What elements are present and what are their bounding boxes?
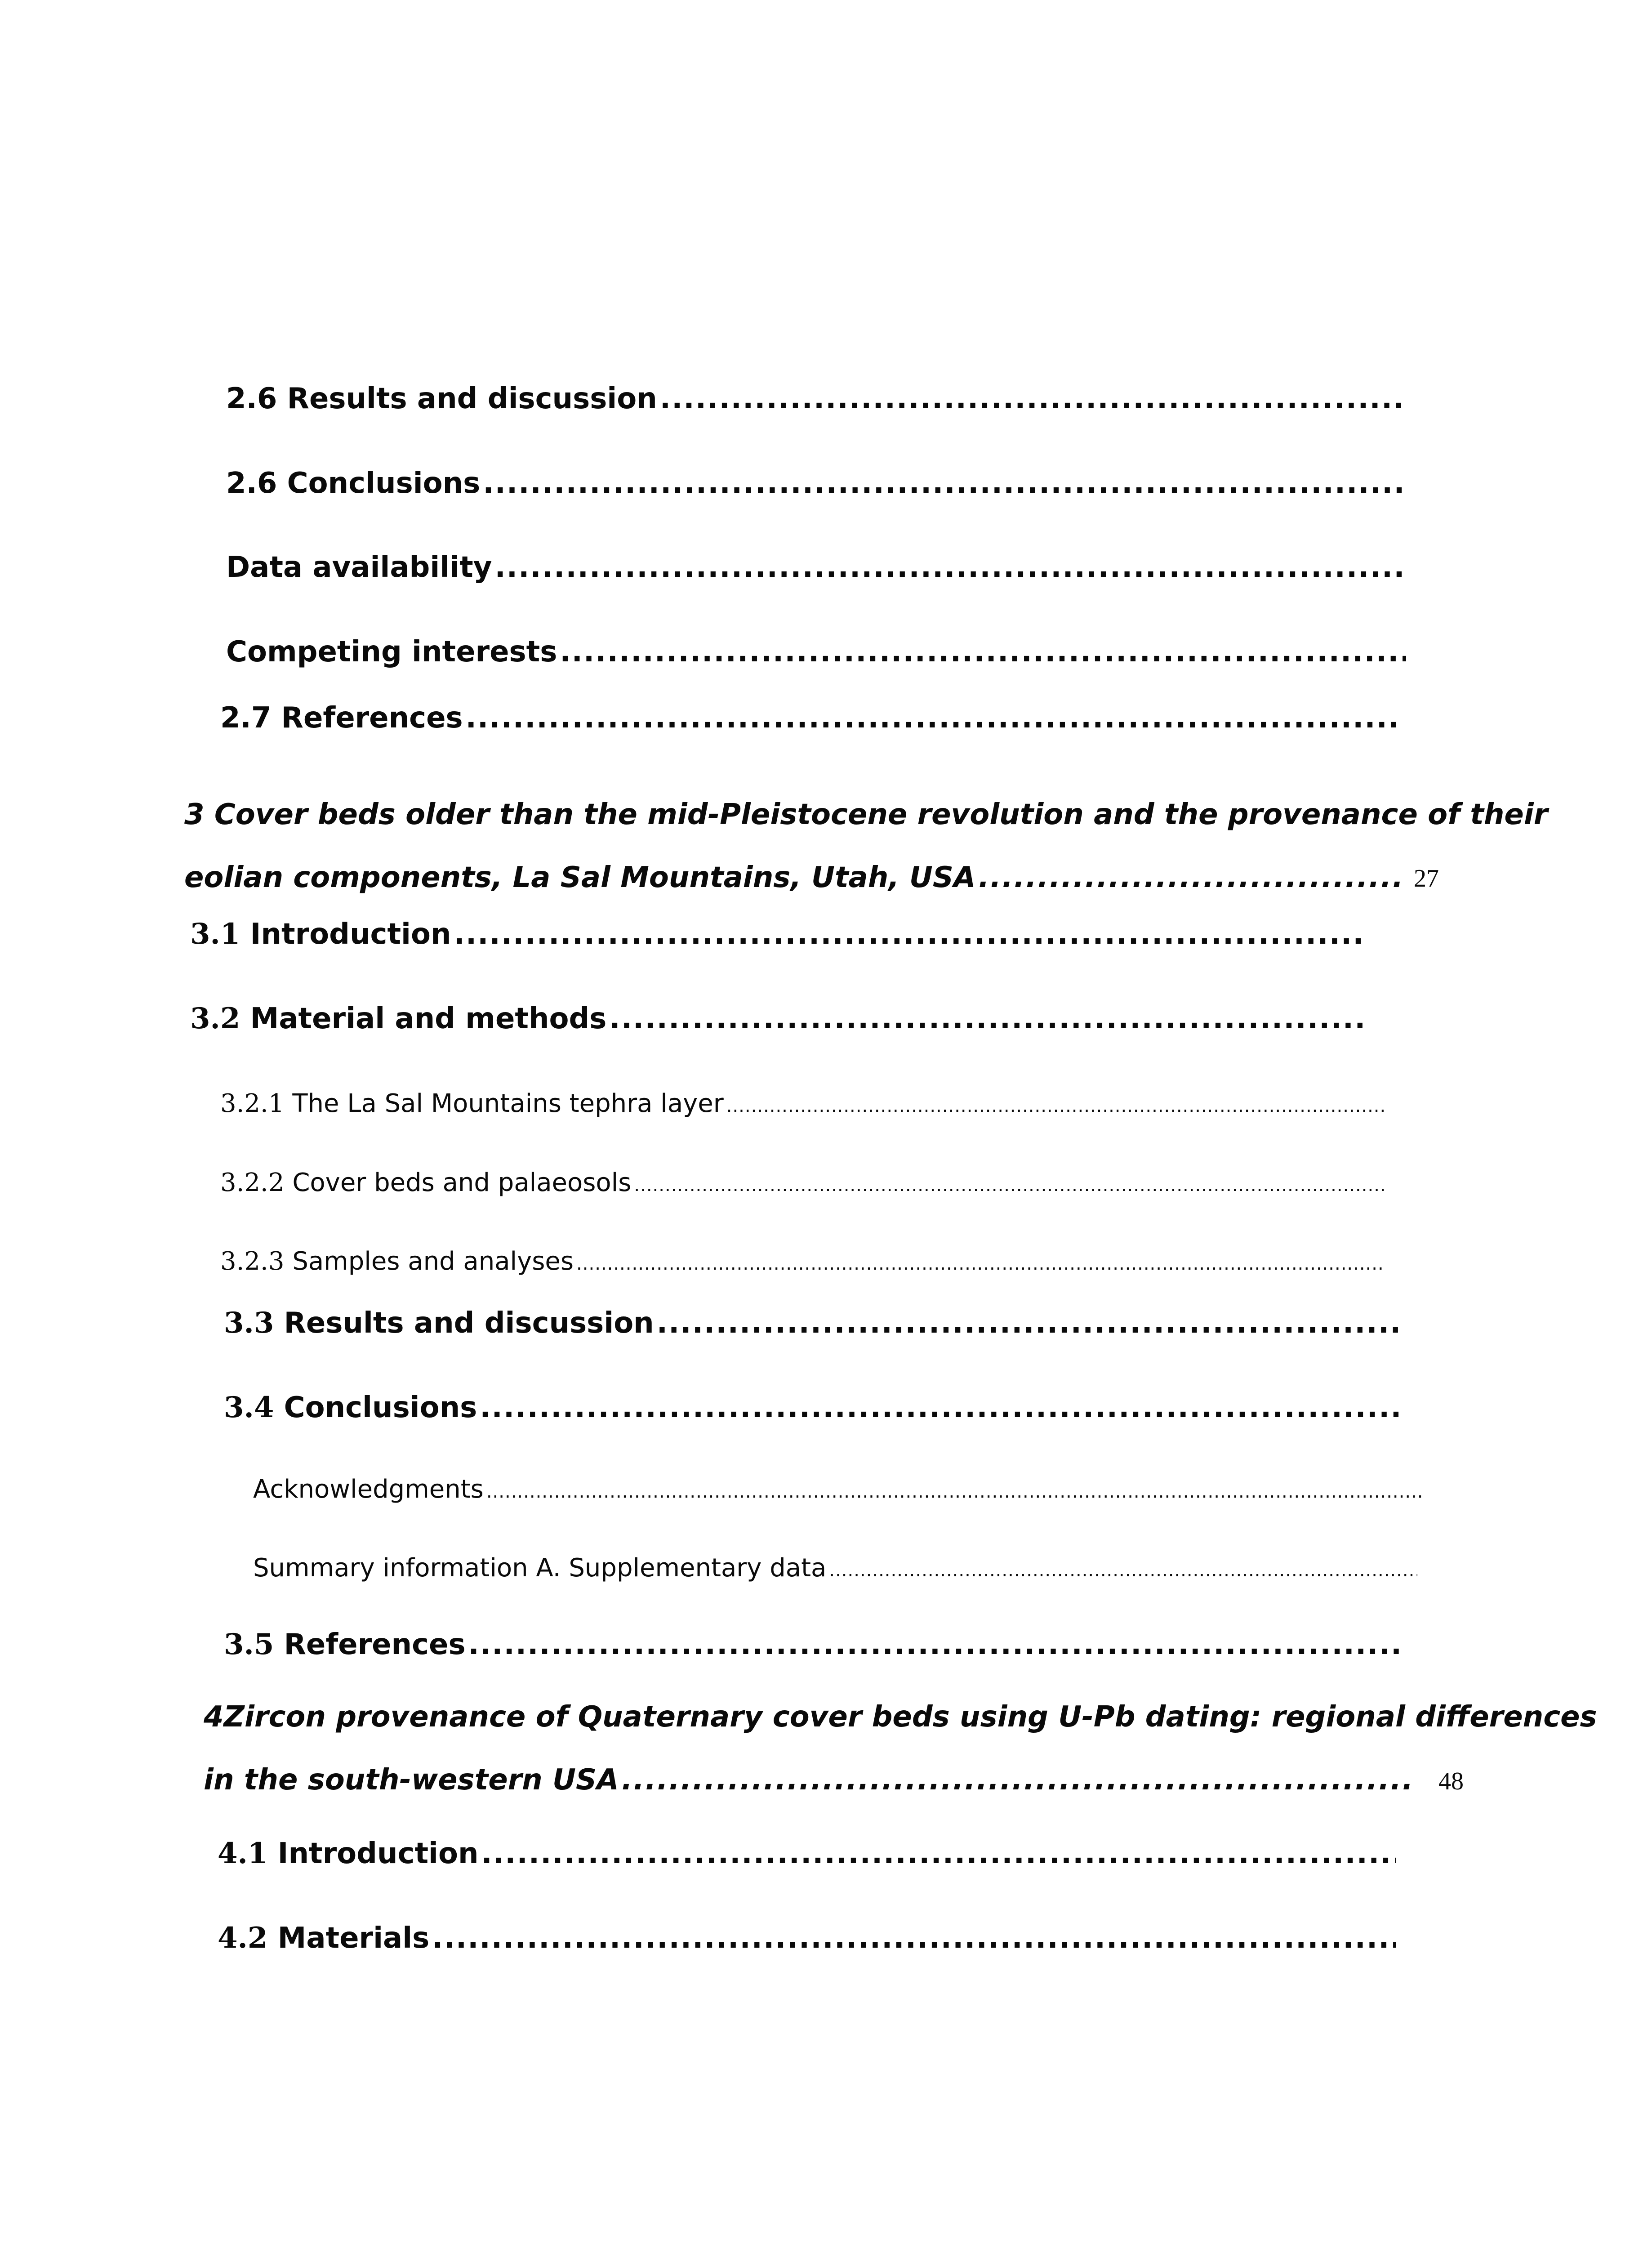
dot-leader bbox=[660, 382, 1406, 415]
toc-entry-acknowledgments[interactable] bbox=[253, 1475, 1422, 1504]
dot-leader bbox=[622, 1763, 1413, 1797]
toc-entry-label bbox=[224, 1306, 654, 1340]
dot-leader bbox=[634, 1175, 1385, 1195]
dot-leader bbox=[494, 551, 1406, 584]
section-number: 3.3 bbox=[224, 1306, 274, 1340]
toc-entry-label: 2.6 Results and discussion bbox=[226, 382, 657, 415]
section-number: 3.2 bbox=[190, 1002, 240, 1035]
section-title: Cover beds and palaeosols bbox=[292, 1168, 632, 1197]
section-title: Results and discussion bbox=[284, 1307, 654, 1340]
section-number: 3.2.1 bbox=[220, 1089, 285, 1118]
toc-entry-2-7-references[interactable] bbox=[220, 701, 1403, 735]
chapter-title: Zircon provenance of Quaternary cover beds using U-Pb dating: regional differences bbox=[223, 1700, 1597, 1734]
section-number: 3.1 bbox=[190, 917, 240, 951]
chapter-3-title-line1[interactable]: 3 Cover beds older than the mid-Pleistocene revolution and the provenance of their bbox=[184, 798, 1548, 831]
toc-entry-label: Competing interests bbox=[226, 635, 557, 669]
dot-leader bbox=[486, 1481, 1422, 1502]
toc-entry-label: Summary information A. Supplementary data bbox=[253, 1553, 827, 1583]
section-title: Introduction bbox=[250, 918, 451, 951]
chapter-number: 4 bbox=[204, 1700, 224, 1734]
dot-leader bbox=[609, 1002, 1367, 1035]
toc-entry-label: Data availability bbox=[226, 551, 492, 584]
section-number: 4.1 bbox=[218, 1837, 268, 1870]
toc-entry-4-2-materials[interactable] bbox=[218, 1921, 1396, 1955]
dot-leader bbox=[829, 1560, 1417, 1581]
toc-entry-label bbox=[220, 1247, 574, 1276]
chapter-4-title-line2[interactable] bbox=[204, 1763, 1413, 1797]
toc-entry-3-4-conclusions[interactable] bbox=[224, 1391, 1400, 1424]
dot-leader bbox=[657, 1307, 1400, 1340]
section-title: Conclusions bbox=[284, 1391, 477, 1424]
chapter-3-title-line2[interactable] bbox=[184, 861, 1405, 894]
section-title: Material and methods bbox=[250, 1002, 607, 1035]
toc-entry-3-2-material-methods[interactable] bbox=[190, 1002, 1367, 1035]
toc-entry-2-6-conclusions[interactable] bbox=[226, 467, 1406, 500]
toc-entry-label: eolian components, La Sal Mountains, Utah, USA bbox=[184, 861, 976, 894]
section-number: 4.2 bbox=[218, 1921, 268, 1955]
toc-entry-2-6-results[interactable] bbox=[226, 382, 1406, 415]
dot-leader bbox=[454, 918, 1367, 951]
page-number: 27 bbox=[1414, 865, 1439, 892]
dot-leader bbox=[560, 635, 1406, 669]
toc-entry-label: Acknowledgments bbox=[253, 1475, 484, 1504]
chapter-4-title-line1[interactable] bbox=[204, 1700, 1597, 1734]
dot-leader bbox=[483, 467, 1406, 500]
dot-leader bbox=[481, 1837, 1397, 1870]
toc-entry-3-2-1-tephra[interactable] bbox=[220, 1089, 1385, 1118]
section-number: 3.4 bbox=[224, 1391, 274, 1424]
toc-entry-label: 2.7 References bbox=[220, 701, 463, 735]
section-title: Introduction bbox=[277, 1837, 479, 1870]
toc-entry-label bbox=[220, 1089, 724, 1118]
section-number: 3.2.2 bbox=[220, 1168, 285, 1197]
toc-entry-3-2-3-samples[interactable] bbox=[220, 1247, 1385, 1276]
dot-leader bbox=[576, 1253, 1385, 1274]
dot-leader bbox=[978, 861, 1405, 894]
page-number: 48 bbox=[1438, 1767, 1464, 1795]
section-number: 3.5 bbox=[224, 1628, 274, 1661]
section-title: References bbox=[284, 1628, 466, 1661]
toc-entry-label bbox=[218, 1837, 479, 1870]
toc-entry-4-1-introduction[interactable] bbox=[218, 1837, 1396, 1870]
section-title: Materials bbox=[277, 1922, 430, 1955]
dot-leader bbox=[466, 701, 1403, 735]
toc-entry-3-3-results[interactable] bbox=[224, 1306, 1400, 1340]
dot-leader bbox=[468, 1628, 1402, 1661]
section-number: 3.2.3 bbox=[220, 1247, 285, 1276]
toc-entry-3-5-references[interactable] bbox=[224, 1628, 1402, 1661]
section-title: The La Sal Mountains tephra layer bbox=[292, 1089, 724, 1118]
section-title: Samples and analyses bbox=[292, 1247, 574, 1276]
toc-entry-competing-interests[interactable] bbox=[226, 635, 1406, 669]
dot-leader bbox=[432, 1922, 1396, 1955]
dot-leader bbox=[480, 1391, 1400, 1424]
toc-entry-label: in the south-western USA bbox=[204, 1763, 619, 1797]
toc-entry-summary-information[interactable] bbox=[253, 1553, 1417, 1583]
toc-entry-label bbox=[224, 1628, 466, 1661]
toc-entry-label bbox=[224, 1391, 477, 1424]
toc-entry-data-availability[interactable] bbox=[226, 551, 1406, 584]
dot-leader bbox=[726, 1096, 1385, 1116]
toc-entry-label bbox=[218, 1921, 429, 1955]
toc-entry-3-2-2-cover-beds[interactable] bbox=[220, 1168, 1385, 1197]
toc-entry-3-1-introduction[interactable] bbox=[190, 917, 1367, 951]
toc-entry-label bbox=[220, 1168, 631, 1197]
toc-entry-label: 2.6 Conclusions bbox=[226, 467, 481, 500]
toc-entry-label bbox=[190, 917, 451, 951]
toc-entry-label bbox=[190, 1002, 606, 1035]
